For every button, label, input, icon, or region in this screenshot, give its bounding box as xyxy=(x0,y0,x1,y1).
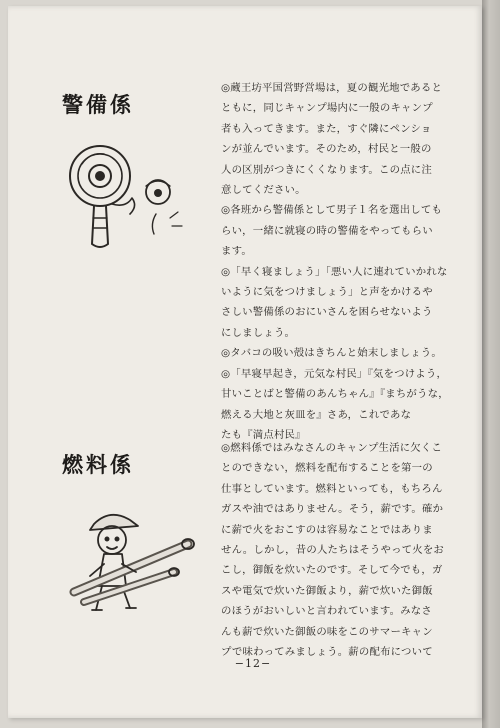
text-line: こし，御飯を炊いたのです。そして今でも，ガ xyxy=(221,564,443,577)
text-line: プで味わってみましょう。薪の配布について xyxy=(221,646,433,659)
section-title-security: 警備係 xyxy=(62,93,134,117)
section-title-fuel: 燃料係 xyxy=(62,453,134,477)
text-line: ◎「早寝早起き，元気な村民」『気をつけよう， xyxy=(221,367,448,380)
text-line: にしましょう。 xyxy=(221,326,296,339)
text-line: らい，一緒に就寝の時の警備をやってもらい xyxy=(221,224,433,237)
text-line: ◎蔵王坊平国営野営場は，夏の観光地であると xyxy=(221,82,443,94)
text-line: 者も入ってきます。また，すぐ隣にペンショ xyxy=(221,122,432,135)
fuel-section-text xyxy=(221,438,457,662)
text-line: ともに，同じキャンプ場内に一般のキャンプ xyxy=(221,102,433,115)
text-line: さしい警備係のおにいさんを困らせないよう xyxy=(221,306,433,319)
binding-edge xyxy=(482,0,500,728)
text-line: いように気をつけましょう」と声をかけるや xyxy=(221,286,433,299)
text-line: 甘いことばと警備のあんちゃん』『まちがうな， xyxy=(221,388,449,401)
magnifier-eye-illustration xyxy=(60,134,190,254)
text-line: スや電気で炊いた御飯より，薪で炊いた御飯 xyxy=(221,584,433,597)
text-line: 仕事としています。燃料といっても，もちろん xyxy=(221,482,443,495)
child-carrying-firewood-illustration xyxy=(64,506,204,621)
paragraph-cigarette xyxy=(221,343,457,363)
text-line: ◎タバコの吸い殻はきちんと始末しましょう。 xyxy=(221,347,442,360)
paragraph-sleep-early xyxy=(221,262,457,344)
document-page xyxy=(8,6,482,718)
text-line: のほうがおいしいと言われています。みなさ xyxy=(221,605,432,618)
text-line: ガスや油ではありません。そう，薪です。確か xyxy=(221,503,444,516)
paragraph-fuel-description xyxy=(221,438,457,662)
text-line: せん。しかし，昔の人たちはそうやって火をお xyxy=(221,544,445,557)
text-line: に薪で火をおこすのは容易なことではありま xyxy=(221,523,433,536)
paragraph-guard-selection xyxy=(221,200,457,261)
page-number: −12− xyxy=(234,657,272,670)
text-line: ◎燃料係ではみなさんのキャンプ生活に欠くこ xyxy=(221,442,443,454)
paragraph-slogans xyxy=(221,364,457,446)
text-line: ◎各班から警備係として男子１名を選出しても xyxy=(221,204,443,217)
text-line: んも薪で炊いた御飯の味をこのサマーキャン xyxy=(221,625,433,638)
text-line: とのできない，燃料を配布することを第一の xyxy=(221,462,433,475)
text-line: ◎「早く寝ましょう」「悪い人に連れていかれな xyxy=(221,265,448,278)
text-line: 人の区別がつきにくくなります。この点に注 xyxy=(221,163,432,176)
text-line: ます。 xyxy=(221,245,252,258)
text-line: 意してください。 xyxy=(221,184,306,197)
text-line: ンが並んでいます。そのため，村民と一般の xyxy=(221,143,432,156)
security-section-text xyxy=(221,78,457,445)
paragraph-camp-visitors xyxy=(221,78,457,200)
text-line: 燃える大地と灰皿を』さあ，これであな xyxy=(221,408,412,421)
text-line: たも『満点村民』 xyxy=(221,428,306,441)
